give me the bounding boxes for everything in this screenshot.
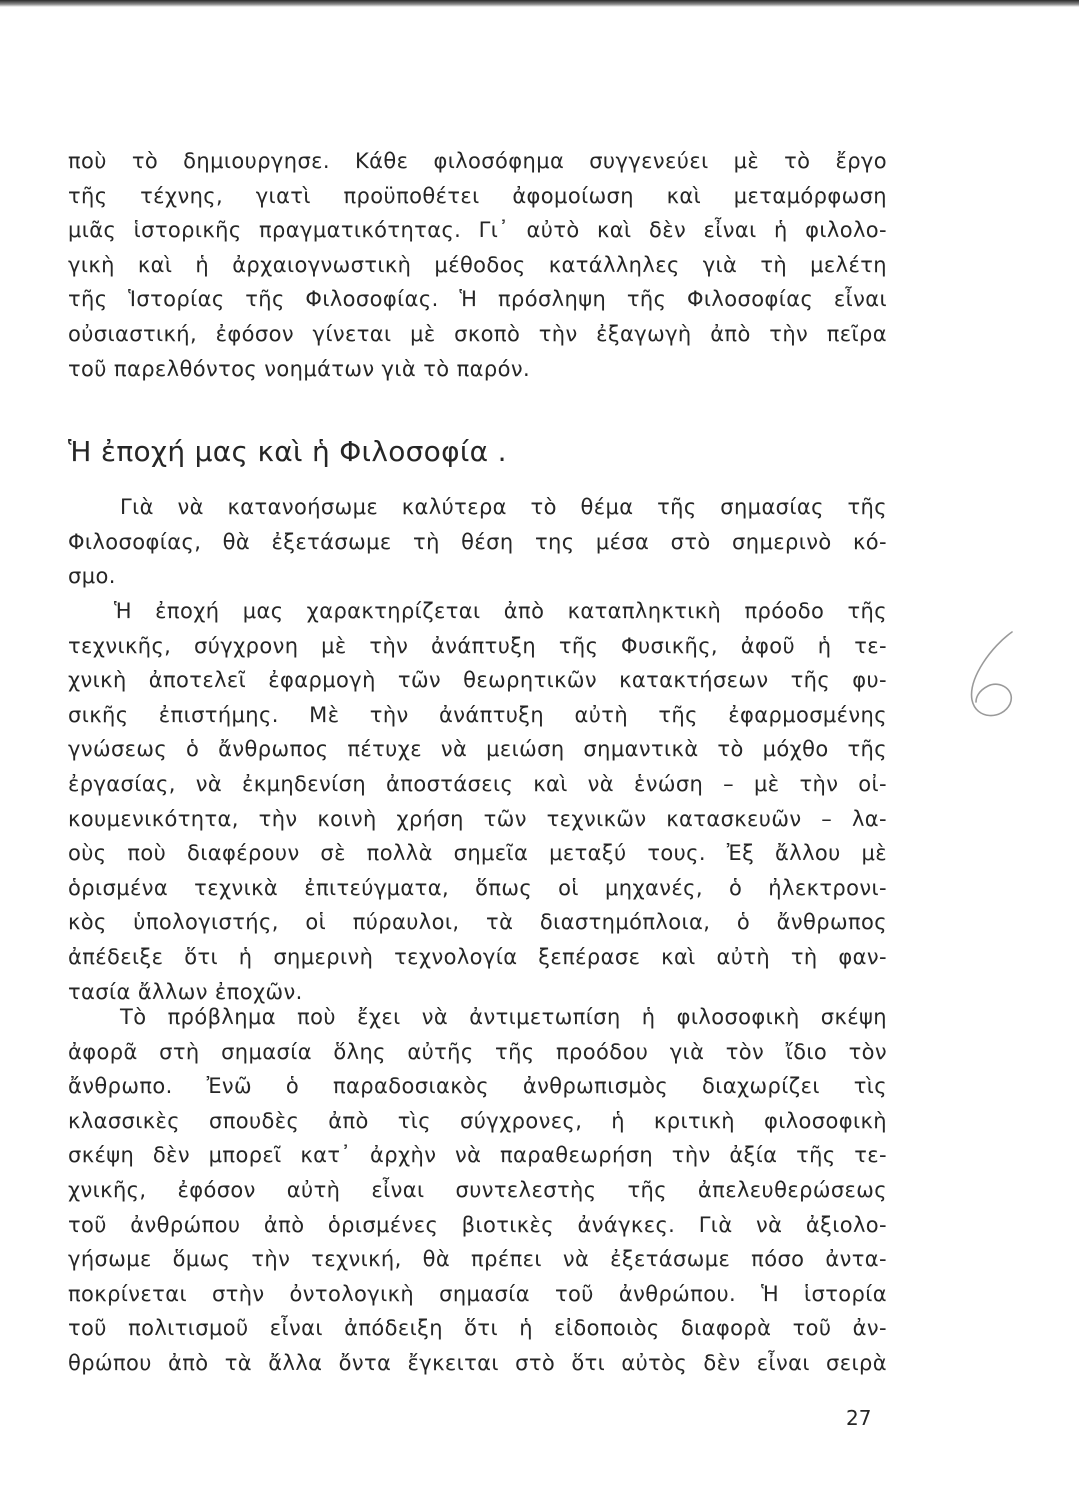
text-line: ἄνθρωπο. Ἐνῶ ὁ παραδοσιακὸς ἀνθρωπισμὸς διαχωρίζει τὶς	[68, 1074, 887, 1099]
text-line: κὸς ὑπολογιστής, οἱ πύραυλοι, τὰ διαστημόπλοια, ὁ ἄνθρωπος	[68, 910, 887, 935]
text-line: μιᾶς ἱστορικῆς πραγματικότητας. Γι᾽ αὐτὸ καὶ δὲν εἶναι ἡ φιλολο-	[68, 218, 887, 243]
text-line: ἀφορᾶ στὴ σημασία ὅλης αὐτῆς τῆς προόδου γιὰ τὸν ἴδιο τὸν	[68, 1039, 887, 1064]
text-line: ἐργασίας, νὰ ἐκμηδενίση ἀποστάσεις καὶ νὰ ἑνώση – μὲ τὴν οἰ-	[68, 771, 887, 796]
text-line: γικὴ καὶ ἡ ἀρχαιογνωστικὴ μέθοδος κατάλληλες γιὰ τὴ μελέτη	[68, 252, 887, 277]
text-line: γήσωμε ὅμως τὴν τεχνική, θὰ πρέπει νὰ ἐξετάσωμε πόσο ἀντα-	[68, 1247, 887, 1272]
text-line: γνώσεως ὁ ἄνθρωπος πέτυχε νὰ μειώση σημαντικὰ τὸ μόχθο τῆς	[68, 737, 887, 762]
text-line: τοῦ πολιτισμοῦ εἶναι ἀπόδειξη ὅτι ἡ εἰδοποιὸς διαφορὰ τοῦ ἀν-	[68, 1316, 887, 1341]
text-line: Τὸ πρόβλημα ποὺ ἔχει νὰ ἀντιμετωπίση ἡ φιλοσοφικὴ σκέψη	[120, 1005, 887, 1029]
paragraph-problem	[68, 1000, 887, 1381]
text-line: Ἡ ἐποχή μας χαρακτηρίζεται ἀπὸ καταπληκτικὴ πρόοδο τῆς	[114, 599, 887, 623]
text-line: τῆς Ἱστορίας τῆς Φιλοσοφίας. Ἡ πρόσληψη τῆς Φιλοσοφίας εἶναι	[68, 287, 887, 312]
text-line: κουμενικότητα, τὴν κοινὴ χρήση τῶν τεχνικῶν κατασκευῶν – λα-	[68, 806, 887, 831]
text-line: ἀπέδειξε ὅτι ἡ σημερινὴ τεχνολογία ξεπέρασε καὶ αὐτὴ τὴ φαν-	[68, 944, 887, 969]
text-line: τασία ἄλλων ἐποχῶν.	[68, 979, 303, 1004]
text-line: ποκρίνεται στὴν ὀντολογικὴ σημασία τοῦ ἀνθρώπου. Ἡ ἱστορία	[68, 1281, 887, 1306]
section-heading: Ἡ ἐποχή μας καὶ ἡ Φιλοσοφία .	[68, 435, 507, 468]
text-line: θρώπου ἀπὸ τὰ ἄλλα ὄντα ἔγκειται στὸ ὅτι αὐτὸς δὲν εἶναι σειρὰ	[68, 1350, 887, 1375]
paragraph-technology	[68, 594, 887, 1009]
text-line: οὐσιαστική, ἐφόσον γίνεται μὲ σκοπὸ τὴν ἐξαγωγὴ ἀπὸ τὴν πεῖρα	[68, 321, 887, 346]
text-line: τῆς τέχνης, γιατὶ προϋποθέτει ἀφομοίωση καὶ μεταμόρφωση	[68, 183, 887, 208]
text-line: χνικῆς, ἐφόσον αὐτὴ εἶναι συντελεστὴς τῆς ἀπελευθερώσεως	[68, 1177, 887, 1202]
pencil-mark-icon	[962, 628, 1042, 728]
text-line: σκέψη δὲν μπορεῖ κατ᾽ ἀρχὴν νὰ παραθεωρήση τὴν ἀξία τῆς τε-	[68, 1143, 887, 1168]
text-line: τεχνικῆς, σύγχρονη μὲ τὴν ἀνάπτυξη τῆς Φυσικῆς, ἀφοῦ ἡ τε-	[68, 633, 887, 658]
text-line: Φιλοσοφίας, θὰ ἐξετάσωμε τὴ θέση της μέσα στὸ σημερινὸ κό-	[68, 529, 887, 554]
text-line: ὁρισμένα τεχνικὰ ἐπιτεύγματα, ὅπως οἱ μηχανές, ὁ ἠλεκτρονι-	[68, 875, 887, 900]
text-line: κλασσικὲς σπουδὲς ἀπὸ τὶς σύγχρονες, ἡ κριτικὴ φιλοσοφικὴ	[68, 1108, 887, 1133]
text-line: σμο.	[68, 564, 116, 589]
scan-edge	[0, 0, 1079, 7]
page-number: 27	[846, 1406, 872, 1430]
text-line: οὺς ποὺ διαφέρουν σὲ πολλὰ σημεῖα μεταξύ τους. Ἐξ ἄλλου μὲ	[68, 841, 887, 866]
text-line: Γιὰ νὰ κατανοήσωμε καλύτερα τὸ θέμα τῆς σημασίας τῆς	[120, 495, 887, 519]
text-line: σικῆς ἐπιστήμης. Μὲ τὴν ἀνάπτυξη αὐτὴ τῆς ἐφαρμοσμένης	[68, 702, 887, 727]
text-line: τοῦ ἀνθρώπου ἀπὸ ὁρισμένες βιοτικὲς ἀνάγκες. Γιὰ νὰ ἀξιολο-	[68, 1212, 887, 1237]
paragraph-intro	[68, 490, 887, 594]
text-line: τοῦ παρελθόντος νοημάτων γιὰ τὸ παρόν.	[68, 356, 531, 381]
text-line: ποὺ τὸ δημιουργησε. Κάθε φιλοσόφημα συγγενεύει μὲ τὸ ἔργο	[68, 149, 887, 173]
text-line: χνικὴ ἀποτελεῖ ἐφαρμογὴ τῶν θεωρητικῶν κατακτήσεων τῆς φυ-	[68, 668, 887, 693]
paragraph-continuation	[68, 144, 887, 386]
